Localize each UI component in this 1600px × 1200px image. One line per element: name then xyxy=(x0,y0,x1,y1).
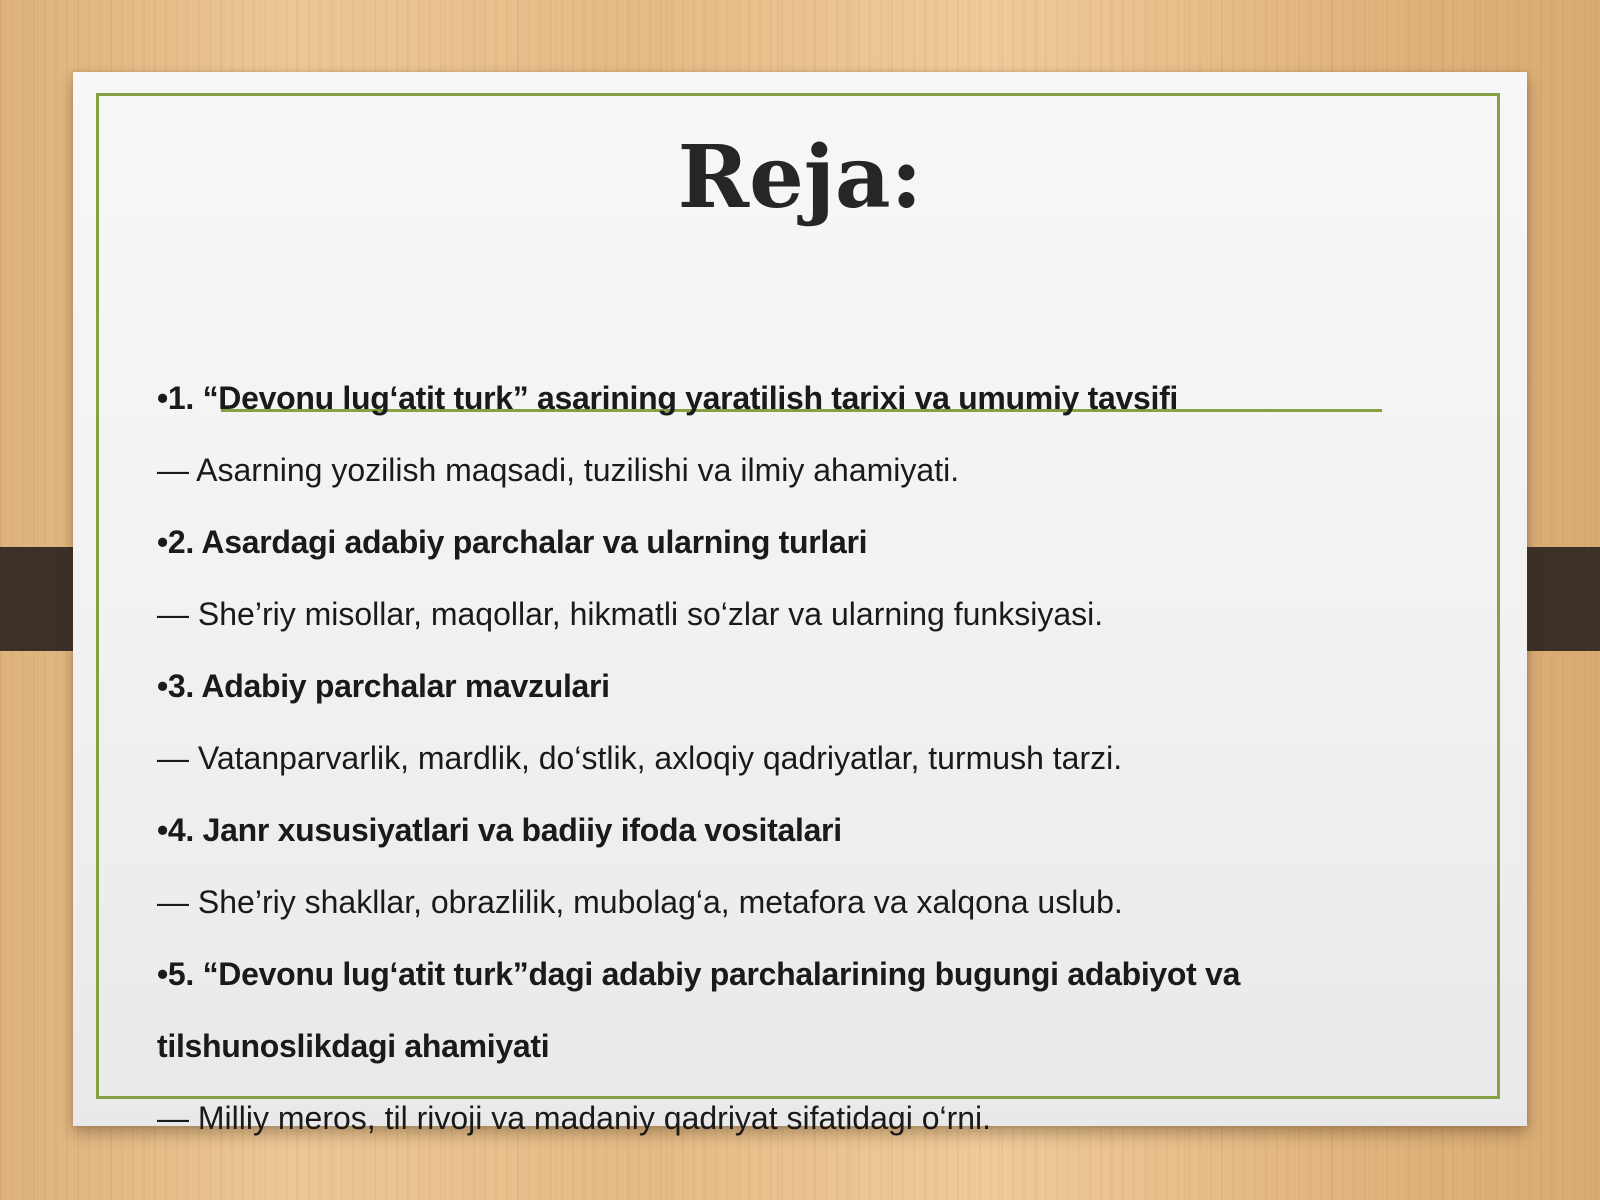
plan-item-5-detail: — Milliy meros, til rivoji va madaniy qadriyat sifatidagi o‘rni. xyxy=(157,1100,992,1136)
bullet-icon: • xyxy=(157,956,168,992)
plan-item-heading-text: 4. Janr xususiyatlari va badiiy ifoda vositalari xyxy=(167,812,842,848)
plan-item-1-heading xyxy=(157,362,1417,434)
slide-card xyxy=(73,72,1527,1136)
bullet-icon: • xyxy=(157,812,168,848)
plan-item-heading-text: 3. Adabiy parchalar mavzulari xyxy=(167,668,610,704)
bullet-icon: • xyxy=(157,380,168,416)
plan-list xyxy=(157,362,1417,1154)
plan-item-5-heading xyxy=(157,938,1417,1082)
plan-item-4-heading xyxy=(157,794,1417,866)
plan-item-2-detail: — She’riy misollar, maqollar, hikmatli so‘zlar va ularning funksiyasi. xyxy=(157,596,1104,632)
plan-item-2-heading xyxy=(157,506,1417,578)
plan-item-1-detail: — Asarning yozilish maqsadi, tuzilishi va ilmiy ahamiyati. xyxy=(157,452,960,488)
plan-item-heading-text: 5. “Devonu lug‘atit turk”dagi adabiy parchalarining bugungi adabiyot va tilshunoslikdagi ahamiyati xyxy=(157,956,1241,1064)
plan-item-heading-text: 2. Asardagi adabiy parchalar va ularning turlari xyxy=(167,524,868,560)
slide-title: Reja: xyxy=(677,127,923,228)
bullet-icon: • xyxy=(157,668,168,704)
plan-item-3-detail: — Vatanparvarlik, mardlik, do‘stlik, axloqiy qadriyatlar, turmush tarzi. xyxy=(157,740,1123,776)
plan-item-3-heading xyxy=(157,650,1417,722)
bullet-icon: • xyxy=(157,524,168,560)
plan-item-heading-text: 1. “Devonu lug‘atit turk” asarining yaratilish tarixi va umumiy tavsifi xyxy=(167,380,1179,416)
plan-item-4-detail: — She’riy shakllar, obrazlilik, mubolag‘a, metafora va xalqona uslub. xyxy=(157,884,1123,920)
